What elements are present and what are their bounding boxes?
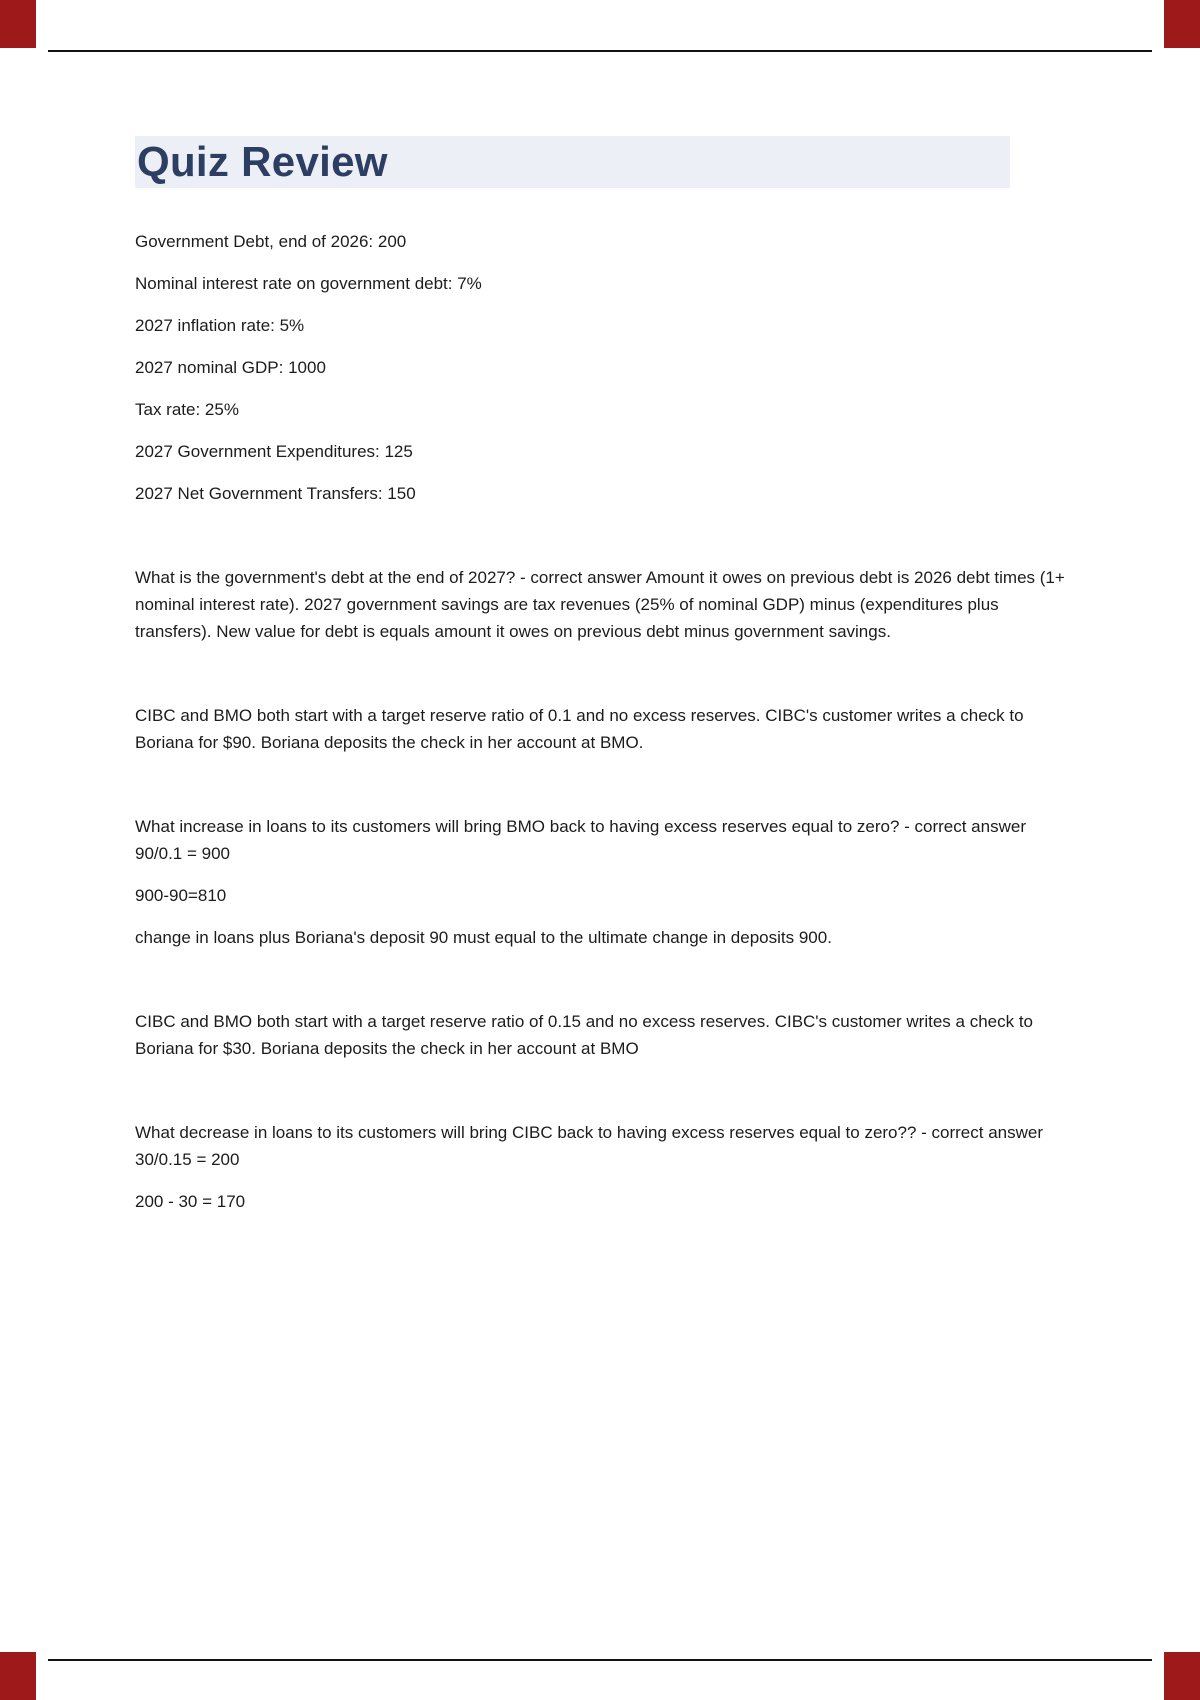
corner-mark-top-right [1164, 0, 1200, 48]
paragraph: What is the government's debt at the end of 2027? - correct answer Amount it owes on previous debt is 2026 debt times (1+ nominal interest rate). 2027 government savings are tax revenues (25% of nominal GDP) minus (expenditures plus transfers). New value for debt is equals amount it owes on previous debt minus government savings. [135, 568, 1065, 641]
title-highlight [135, 136, 1010, 188]
paragraph: 2027 Net Government Transfers: 150 [135, 484, 416, 503]
corner-mark-bottom-right [1164, 1652, 1200, 1700]
paragraph: What increase in loans to its customers will bring BMO back to having excess reserves equal to zero? - correct answer 90/0.1 = 900 [135, 817, 1026, 863]
paragraph: CIBC and BMO both start with a target reserve ratio of 0.1 and no excess reserves. CIBC's customer writes a check to Boriana for $90. Boriana deposits the check in her account at BMO. [135, 706, 1024, 752]
document-content [135, 136, 1065, 1230]
paragraph: What decrease in loans to its customers will bring CIBC back to having excess reserves equal to zero?? - correct answer 30/0.15 = 200 [135, 1123, 1044, 1169]
paragraph: 2027 Government Expenditures: 125 [135, 442, 413, 461]
corner-mark-top-left [0, 0, 36, 48]
paragraph: Tax rate: 25% [135, 400, 239, 419]
paragraph: 2027 inflation rate: 5% [135, 316, 305, 335]
paragraph: 200 - 30 = 170 [135, 1192, 246, 1211]
bottom-rule [48, 1659, 1152, 1661]
paragraph: Government Debt, end of 2026: 200 [135, 232, 407, 251]
paragraph: CIBC and BMO both start with a target reserve ratio of 0.15 and no excess reserves. CIBC's customer writes a check to Boriana for $30. Boriana deposits the check in her account at BMO [135, 1012, 1034, 1058]
paragraph: change in loans plus Boriana's deposit 90 must equal to the ultimate change in deposits 900. [135, 928, 832, 947]
paragraph: 2027 nominal GDP: 1000 [135, 358, 326, 377]
paragraph: Nominal interest rate on government debt: 7% [135, 274, 482, 293]
corner-mark-bottom-left [0, 1652, 36, 1700]
page-title: Quiz Review [137, 138, 388, 185]
top-rule [48, 50, 1152, 52]
paragraph: 900-90=810 [135, 886, 227, 905]
